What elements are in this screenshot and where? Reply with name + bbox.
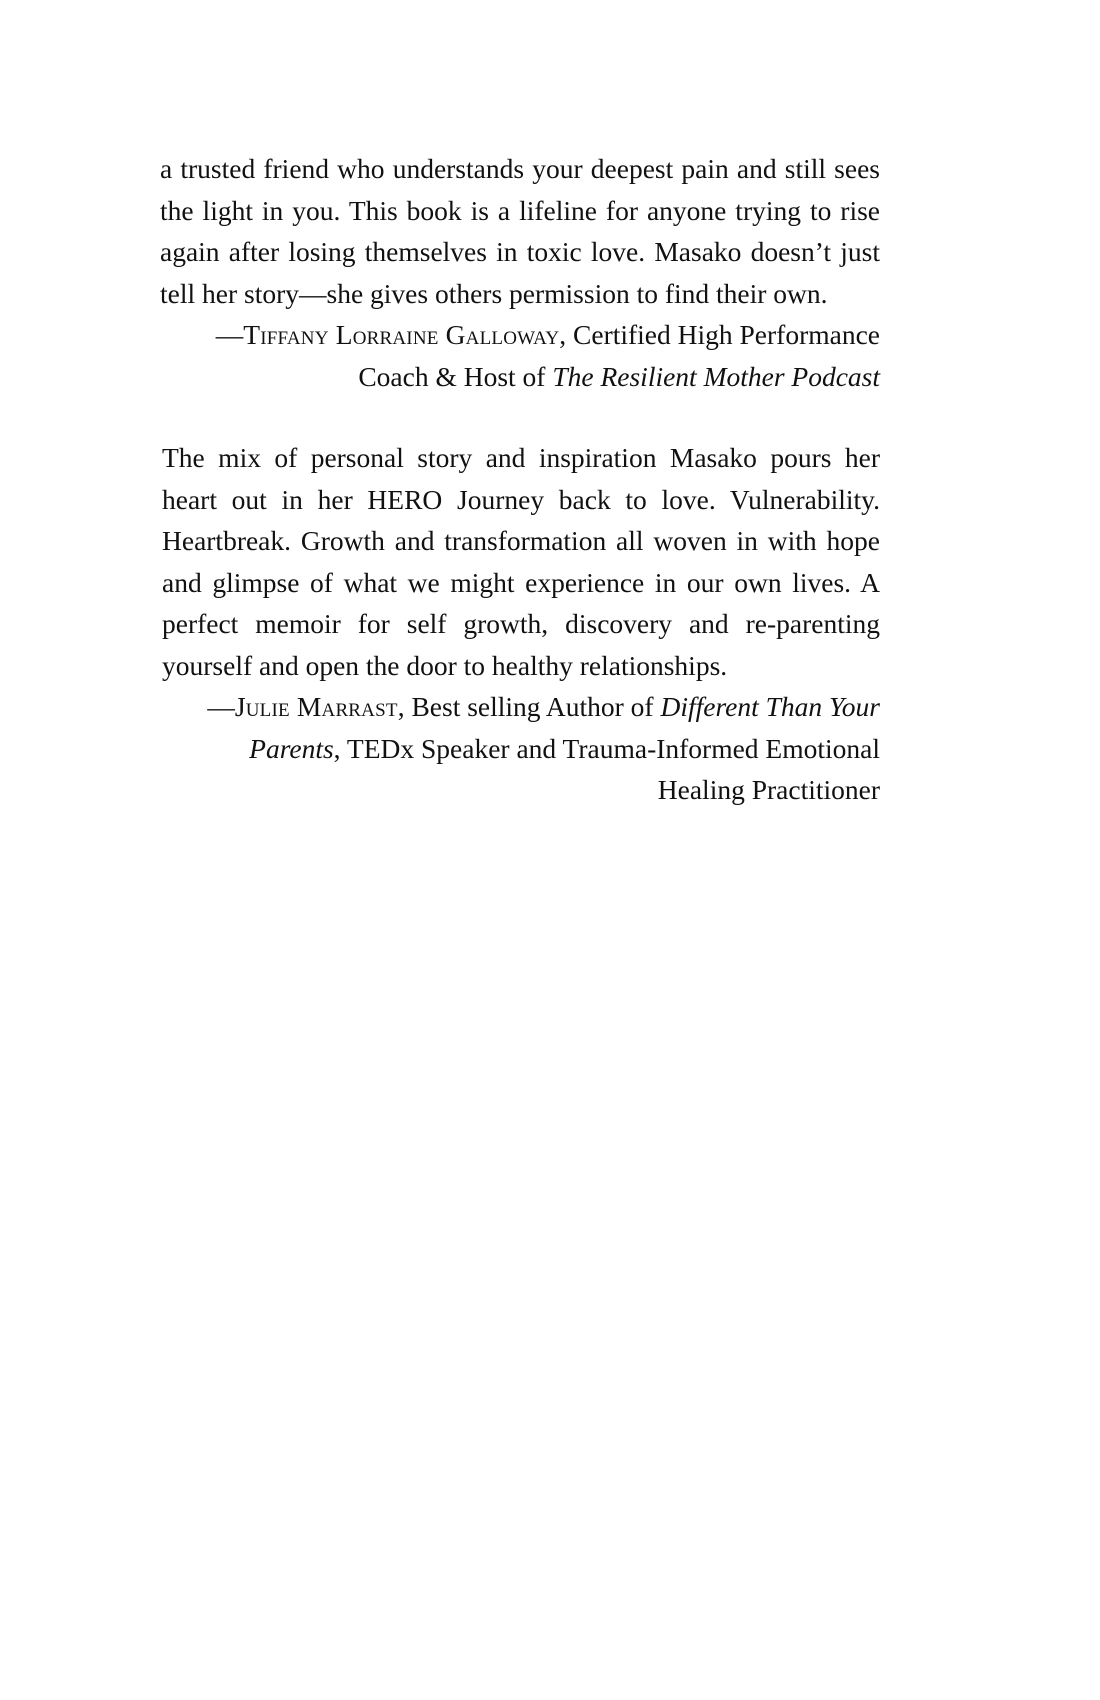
attribution-italic-title: Different Than Your Parents [249,691,880,764]
attribution-role: Best selling Author of [411,691,661,722]
attribution-italic-title: The Resilient Mother Podcast [552,360,880,392]
testimonial-body-paragraph: The mix of personal story and inspiration Masako pours her heart out in her HERO Journey back to love. Vulnerability. Heartbreak. Growth and transformation all woven in with hope and glimpse of what we might experience in our own lives. A perfect memoir for self growth, discovery and re-parenting yourself and open the door to healthy relationships. [162,442,880,681]
attribution-separator: , [397,691,412,722]
testimonial-body-paragraph: a trusted friend who understands your deepest pain and still sees the light in you. This book is a lifeline for anyone trying to rise again after losing themselves in toxic love. Masako doesn’t just tell her story—she gives others permission to find their own. [160,153,880,309]
testimonial-block-tiffany-galloway [160,148,880,397]
attribution-dash: — [215,319,244,350]
block-spacer [160,397,880,437]
testimonial-attribution [160,686,880,811]
testimonial-block-julie-marrast [160,437,880,811]
attribution-name: Tiffany Lorraine Galloway [243,319,560,350]
attribution-name: Julie Marrast [234,691,398,722]
attribution-role: Certified High Performance Coach & Host of [358,319,880,392]
text-column [160,148,880,811]
testimonial-attribution [160,314,880,397]
attribution-separator: , [559,319,574,350]
attribution-dash: — [207,691,235,722]
attribution-role-tail: , TEDx Speaker and Trauma-Informed Emotional Healing Practitioner [333,732,880,805]
